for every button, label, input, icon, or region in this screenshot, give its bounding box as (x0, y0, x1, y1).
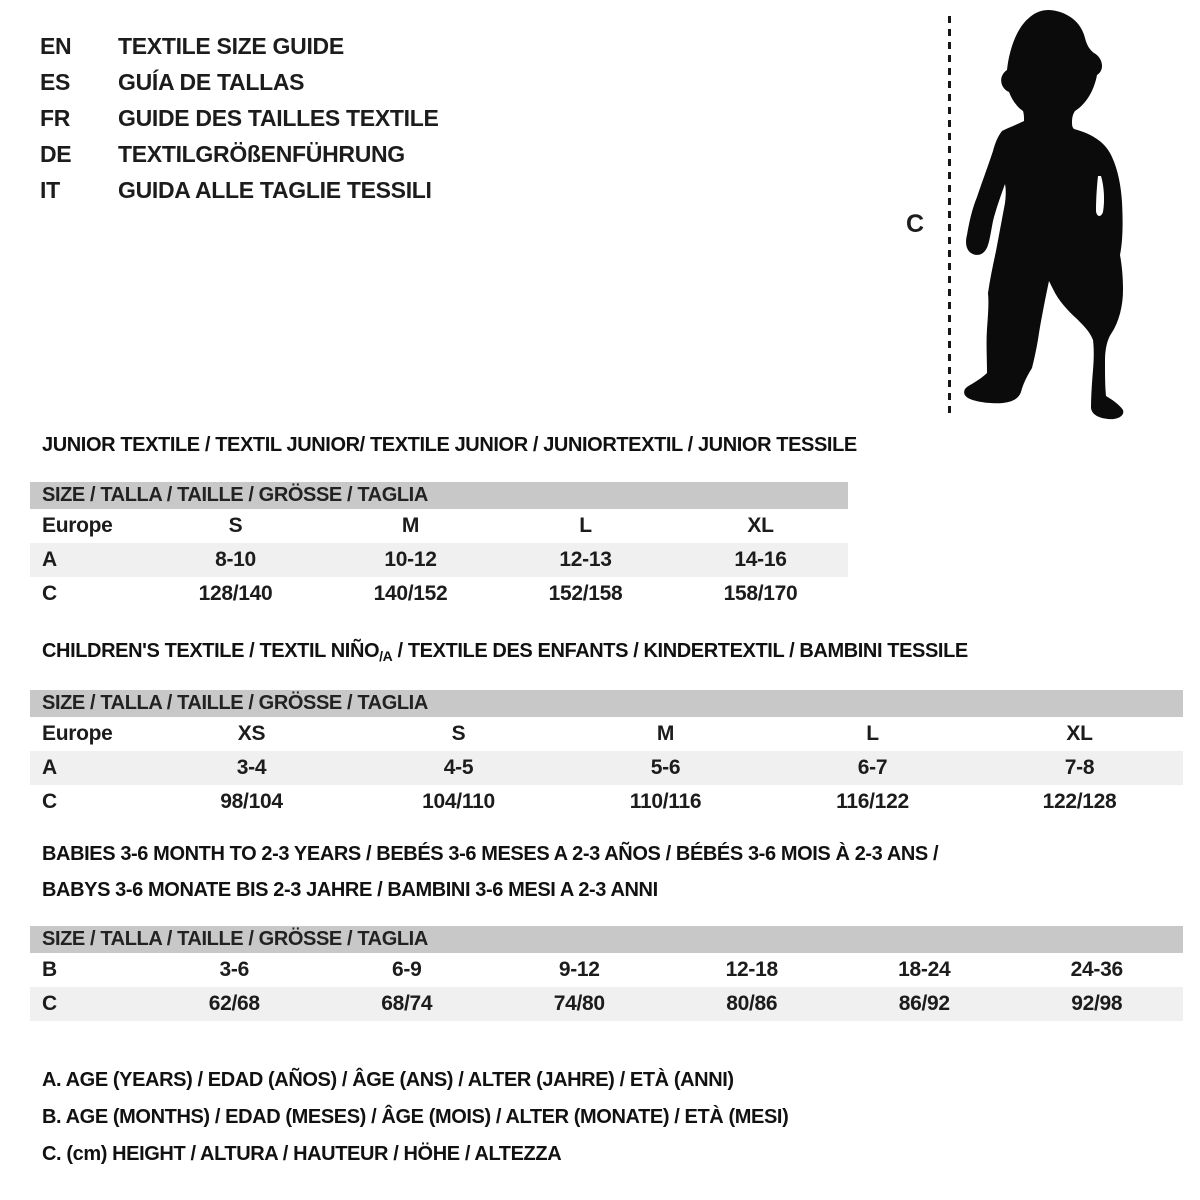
table-cell: 7-8 (1064, 756, 1095, 779)
table-cell: 116/122 (836, 790, 909, 813)
table-cell: 12-18 (725, 958, 778, 981)
table-cell: 74/80 (553, 992, 605, 1015)
size-table-header: SIZE / TALLA / TAILLE / GRÖSSE / TAGLIA (30, 926, 1183, 953)
table-cell: 18-24 (898, 958, 951, 981)
table-cell: 122/128 (1042, 790, 1117, 813)
height-measure-dashed-line (948, 16, 951, 414)
language-code: DE (40, 140, 72, 167)
table-cell: 5-6 (650, 756, 681, 779)
table-cell: 4-5 (443, 756, 474, 779)
table-cell: S (451, 722, 466, 745)
table-cell: 104/110 (422, 790, 495, 813)
table-cell: 24-36 (1070, 958, 1123, 981)
language-code: EN (40, 32, 72, 59)
size-table-header: SIZE / TALLA / TAILLE / GRÖSSE / TAGLIA (30, 482, 848, 509)
row-label: C (42, 790, 57, 813)
language-code: ES (40, 68, 71, 95)
toddler-silhouette-icon (962, 8, 1137, 420)
legend-line-a: A. AGE (YEARS) / EDAD (AÑOS) / ÂGE (ANS) / ALTER (JAHRE) / ETÀ (ANNI) (42, 1069, 734, 1091)
table-cell: 80/86 (726, 992, 778, 1015)
row-label: B (42, 958, 57, 981)
row-label: C (42, 992, 57, 1015)
language-row-fr (40, 100, 439, 136)
table-cell: L (579, 514, 592, 537)
babies-size-table (30, 926, 1183, 1021)
language-row-de (40, 136, 439, 172)
table-cell: L (866, 722, 879, 745)
legend-line-b: B. AGE (MONTHS) / EDAD (MESES) / ÂGE (MOIS) / ALTER (MONATE) / ETÀ (MESI) (42, 1106, 789, 1128)
table-cell: 6-7 (857, 756, 888, 779)
language-row-it (40, 172, 439, 208)
table-cell: XL (747, 514, 774, 537)
table-cell: 128/140 (198, 582, 273, 605)
table-cell: 62/68 (208, 992, 260, 1015)
language-title: GUÍA DE TALLAS (118, 68, 305, 95)
row-label: A (42, 548, 57, 571)
table-row-height (30, 577, 848, 611)
language-code: FR (40, 104, 71, 131)
children-title-text: CHILDREN'S TEXTILE / TEXTIL NIÑO (42, 640, 380, 662)
table-row-height (30, 785, 1183, 819)
size-table-header: SIZE / TALLA / TAILLE / GRÖSSE / TAGLIA (30, 690, 1183, 717)
table-cell: 3-6 (219, 958, 249, 981)
language-title-list (40, 28, 439, 208)
row-label: A (42, 756, 57, 779)
table-cell: 14-16 (734, 548, 787, 571)
row-label: Europe (42, 722, 113, 745)
table-cell: 10-12 (384, 548, 437, 571)
row-label: C (42, 582, 57, 605)
table-cell: S (228, 514, 243, 537)
table-cell: 6-9 (392, 958, 422, 981)
language-code: IT (40, 176, 60, 203)
language-title: GUIDE DES TAILLES TEXTILE (118, 104, 439, 131)
table-cell: 86/92 (898, 992, 950, 1015)
table-cell: 152/158 (548, 582, 623, 605)
table-cell: 158/170 (723, 582, 798, 605)
table-row-europe (30, 509, 848, 543)
table-cell: M (401, 514, 420, 537)
table-row-europe (30, 717, 1183, 751)
language-title: TEXTILGRÖßENFÜHRUNG (118, 140, 405, 167)
row-label: Europe (42, 514, 113, 537)
junior-section-title: JUNIOR TEXTILE / TEXTIL JUNIOR/ TEXTILE JUNIOR / JUNIORTEXTIL / JUNIOR TESSILE (42, 434, 857, 456)
table-cell: XS (237, 722, 266, 745)
table-cell: 92/98 (1071, 992, 1123, 1015)
legend-line-c: C. (cm) HEIGHT / ALTURA / HAUTEUR / HÖHE / ALTEZZA (42, 1143, 562, 1165)
measure-legend (42, 1062, 788, 1173)
table-row-months (30, 953, 1183, 987)
language-title: GUIDA ALLE TAGLIE TESSILI (118, 176, 432, 203)
table-row-age (30, 543, 848, 577)
junior-size-table (30, 482, 848, 611)
table-cell: M (656, 722, 675, 745)
children-title-text: / TEXTILE DES ENFANTS / KINDERTEXTIL / BAMBINI TESSILE (392, 640, 968, 662)
language-row-en (40, 28, 439, 64)
children-title-subscript: /A (379, 648, 393, 664)
table-cell: 140/152 (373, 582, 448, 605)
language-row-es (40, 64, 439, 100)
table-cell: 110/116 (629, 790, 702, 813)
table-cell: 12-13 (559, 548, 612, 571)
table-cell: 9-12 (558, 958, 600, 981)
table-row-age (30, 751, 1183, 785)
language-title: TEXTILE SIZE GUIDE (118, 32, 344, 59)
table-cell: 68/74 (381, 992, 433, 1015)
babies-section-title-line2: BABYS 3-6 MONATE BIS 2-3 JAHRE / BAMBINI 3-6 MESI A 2-3 ANNI (42, 879, 658, 901)
table-cell: XL (1066, 722, 1093, 745)
table-cell: 98/104 (220, 790, 283, 813)
babies-section-title-line1: BABIES 3-6 MONTH TO 2-3 YEARS / BEBÉS 3-6 MESES A 2-3 AÑOS / BÉBÉS 3-6 MOIS À 2-3 ANS / (42, 843, 939, 865)
height-measure-label: C (906, 210, 925, 238)
table-cell: 3-4 (236, 756, 267, 779)
table-cell: 8-10 (215, 548, 256, 571)
children-size-table (30, 690, 1183, 819)
table-row-height (30, 987, 1183, 1021)
children-section-title (42, 640, 968, 663)
